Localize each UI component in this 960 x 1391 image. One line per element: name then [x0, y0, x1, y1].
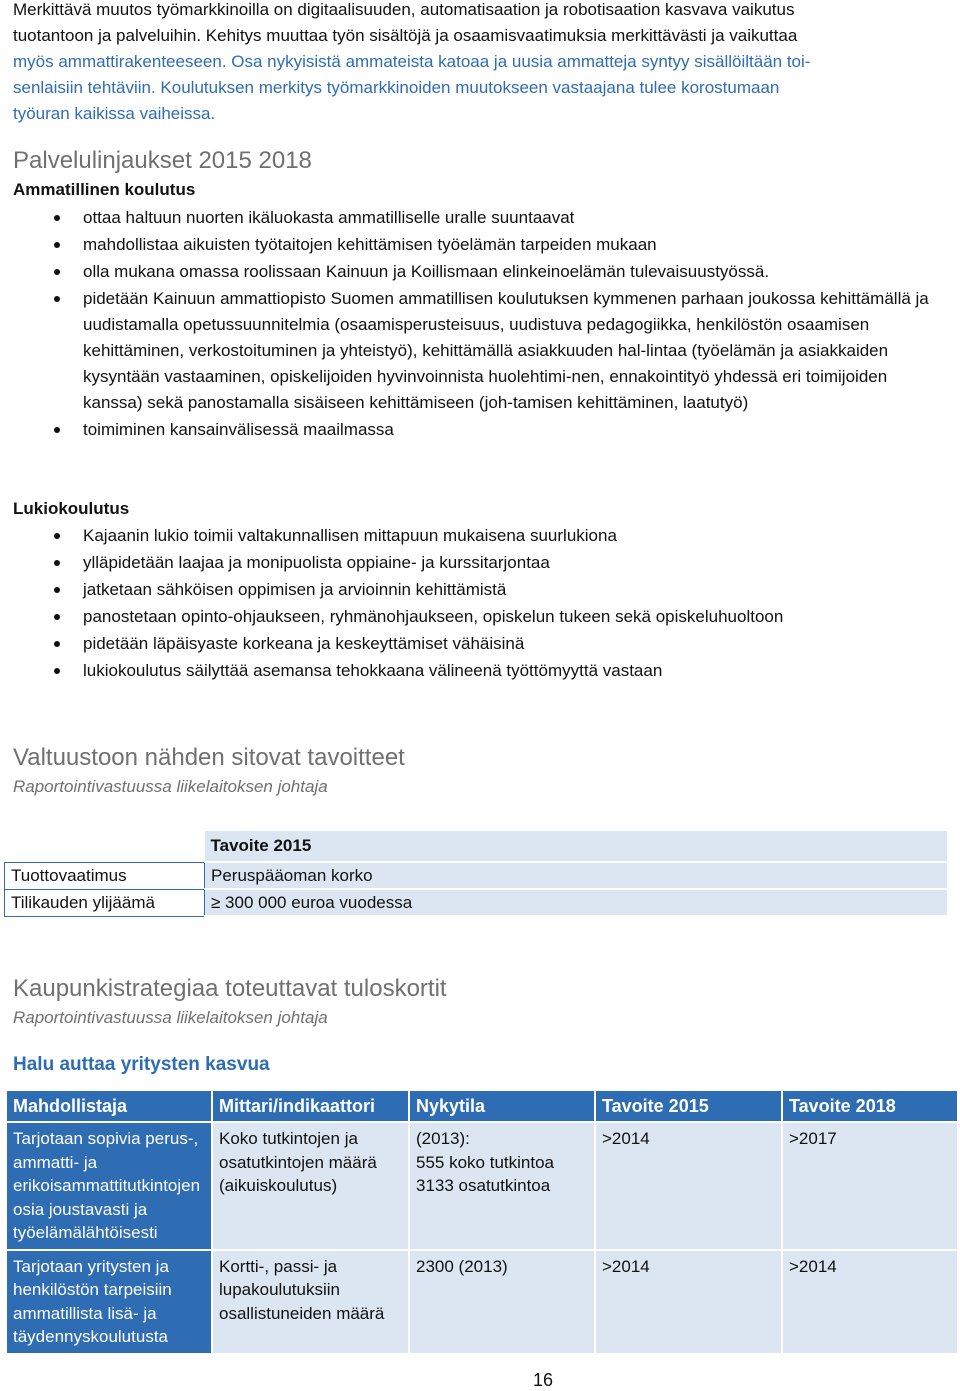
strategia-heading: Kaupunkistrategiaa toteuttavat tuloskortit [13, 975, 447, 1002]
table-cell: >2014 [595, 1250, 782, 1353]
table-cell: >2017 [782, 1122, 957, 1250]
bullet-icon [54, 560, 60, 566]
intro-line: myös ammattirakenteeseen. Osa nykyisistä ammateista katoaa ja uusia ammatteja syntyy sisällöiltään toi- [13, 52, 811, 71]
table-cell: >2014 [595, 1122, 782, 1250]
list-item: Kajaanin lukio toimii valtakunnallisen mittapuun mukaisena suurlukiona [13, 523, 958, 549]
intro-line: Merkittävä muutos työmarkkinoilla on digitaalisuuden, automatisaation ja robotisaation kasvava vaikutus [13, 0, 795, 19]
column-header: Mittari/indikaattori [212, 1091, 409, 1122]
table-row [7, 1122, 957, 1250]
list-item: panostetaan opinto-ohjaukseen, ryhmänohjaukseen, opiskelun tukeen sekä opiskeluhuoltoon [13, 604, 958, 630]
strategia-subheading: Halu auttaa yritysten kasvua [13, 1054, 270, 1075]
intro-line: tuotantoon ja palveluihin. Kehitys muuttaa työn sisältöjä ja osaamisvaatimuksia merkittävästi ja vaikuttaa [13, 26, 798, 45]
tuloskortti-table [7, 1091, 957, 1353]
intro-line: senlaisiin tehtäviin. Koulutuksen merkitys työmarkkinoiden muutokseen vastaajana tulee korostumaan [13, 78, 780, 97]
table-row [5, 889, 948, 916]
bullet-icon [54, 215, 60, 221]
table-cell: >2014 [782, 1250, 957, 1353]
table-cell: Peruspääoman korko [205, 862, 948, 889]
table-row [5, 831, 948, 862]
bullet-icon [54, 269, 60, 275]
bullet-icon [54, 427, 60, 433]
table-cell: Tarjotaan sopivia perus-, ammatti- ja erikoisammattitutkintojen osia joustavasti ja työelämälähtöisesti [7, 1122, 212, 1250]
bullet-icon [54, 587, 60, 593]
palvelu-heading: Palvelulinjaukset 2015 2018 [13, 147, 312, 174]
bullet-icon [54, 533, 60, 539]
table-cell: ≥ 300 000 euroa vuodessa [205, 889, 948, 916]
intro-paragraph [13, 0, 958, 127]
table-cell: Tuottovaatimus [5, 862, 205, 889]
column-header: Mahdollistaja [7, 1091, 212, 1122]
table-cell: 2300 (2013) [409, 1250, 595, 1353]
table-cell: Koko tutkintojen ja osatutkintojen määrä (aikuiskoulutus) [212, 1122, 409, 1250]
tavoite-header: Tavoite 2015 [205, 831, 948, 862]
list-item: ottaa haltuun nuorten ikäluokasta ammatilliselle uralle suuntaavat [13, 205, 958, 231]
table-cell: Tilikauden ylijäämä [5, 889, 205, 916]
table-header-row [7, 1091, 957, 1122]
bullet-icon [54, 614, 60, 620]
column-header: Tavoite 2018 [782, 1091, 957, 1122]
list-item: pidetään Kainuun ammattiopisto Suomen ammatillisen koulutuksen kymmenen parhaan joukossa kehittämällä ja uudistamalla opetussuunnitelmia (osaamisperusteisuus, uudistuva pedagogiikka, henkilöstön osaamisen kehittäminen, verkostoituminen ja yhteistyö), kehittämällä asiakkuuden hal-lintaa (työelämän ja asiakkaiden kysyntään vastaaminen, opiskelijoiden hyvinvoinnista huolehtimi-nen, ennakointityö yhdessä eri toimijoiden kanssa) sekä panostamalla sisäiseen kehittämiseen (joh-tamisen kehittäminen, laatutyö) [13, 286, 958, 416]
column-header: Nykytila [409, 1091, 595, 1122]
bullet-icon [54, 668, 60, 674]
bullet-icon [54, 242, 60, 248]
table-cell: Kortti-, passi- ja lupakoulutuksiin osallistuneiden määrä [212, 1250, 409, 1353]
list-item: mahdollistaa aikuisten työtaitojen kehittämisen työelämän tarpeiden mukaan [13, 232, 958, 258]
table-row [5, 862, 948, 889]
list-item: olla mukana omassa roolissaan Kainuun ja Koillismaan elinkeinoelämän tulevaisuustyössä. [13, 259, 958, 285]
ammatillinen-list [13, 205, 958, 443]
table-cell: Tarjotaan yritysten ja henkilöstön tarpeisiin ammatillista lisä- ja täydennyskoulutusta [7, 1250, 212, 1353]
tavoite-table [4, 831, 947, 917]
list-item: lukiokoulutus säilyttää asemansa tehokkaana välineenä työttömyyttä vastaan [13, 658, 958, 684]
column-header: Tavoite 2015 [595, 1091, 782, 1122]
page-number: 16 [532, 1370, 554, 1390]
valtuusto-responsible: Raportointivastuussa liikelaitoksen johtaja [13, 777, 328, 796]
table-row [7, 1250, 957, 1353]
table-cell: (2013): 555 koko tutkintoa 3133 osatutkintoa [409, 1122, 595, 1250]
list-item: ylläpidetään laajaa ja monipuolista oppiaine- ja kurssitarjontaa [13, 550, 958, 576]
list-item: jatketaan sähköisen oppimisen ja arvioinnin kehittämistä [13, 577, 958, 603]
lukio-list [13, 523, 958, 684]
intro-line: työuran kaikissa vaiheissa. [13, 104, 216, 123]
bullet-icon [54, 641, 60, 647]
lukio-title: Lukiokoulutus [13, 499, 130, 518]
bullet-icon [54, 296, 60, 302]
list-item: pidetään läpäisyaste korkeana ja keskeyttämiset vähäisinä [13, 631, 958, 657]
valtuusto-heading: Valtuustoon nähden sitovat tavoitteet [13, 744, 405, 771]
strategia-responsible: Raportointivastuussa liikelaitoksen johtaja [13, 1008, 328, 1027]
list-item: toimiminen kansainvälisessä maailmassa [13, 417, 958, 443]
ammatillinen-title: Ammatillinen koulutus [13, 180, 196, 199]
